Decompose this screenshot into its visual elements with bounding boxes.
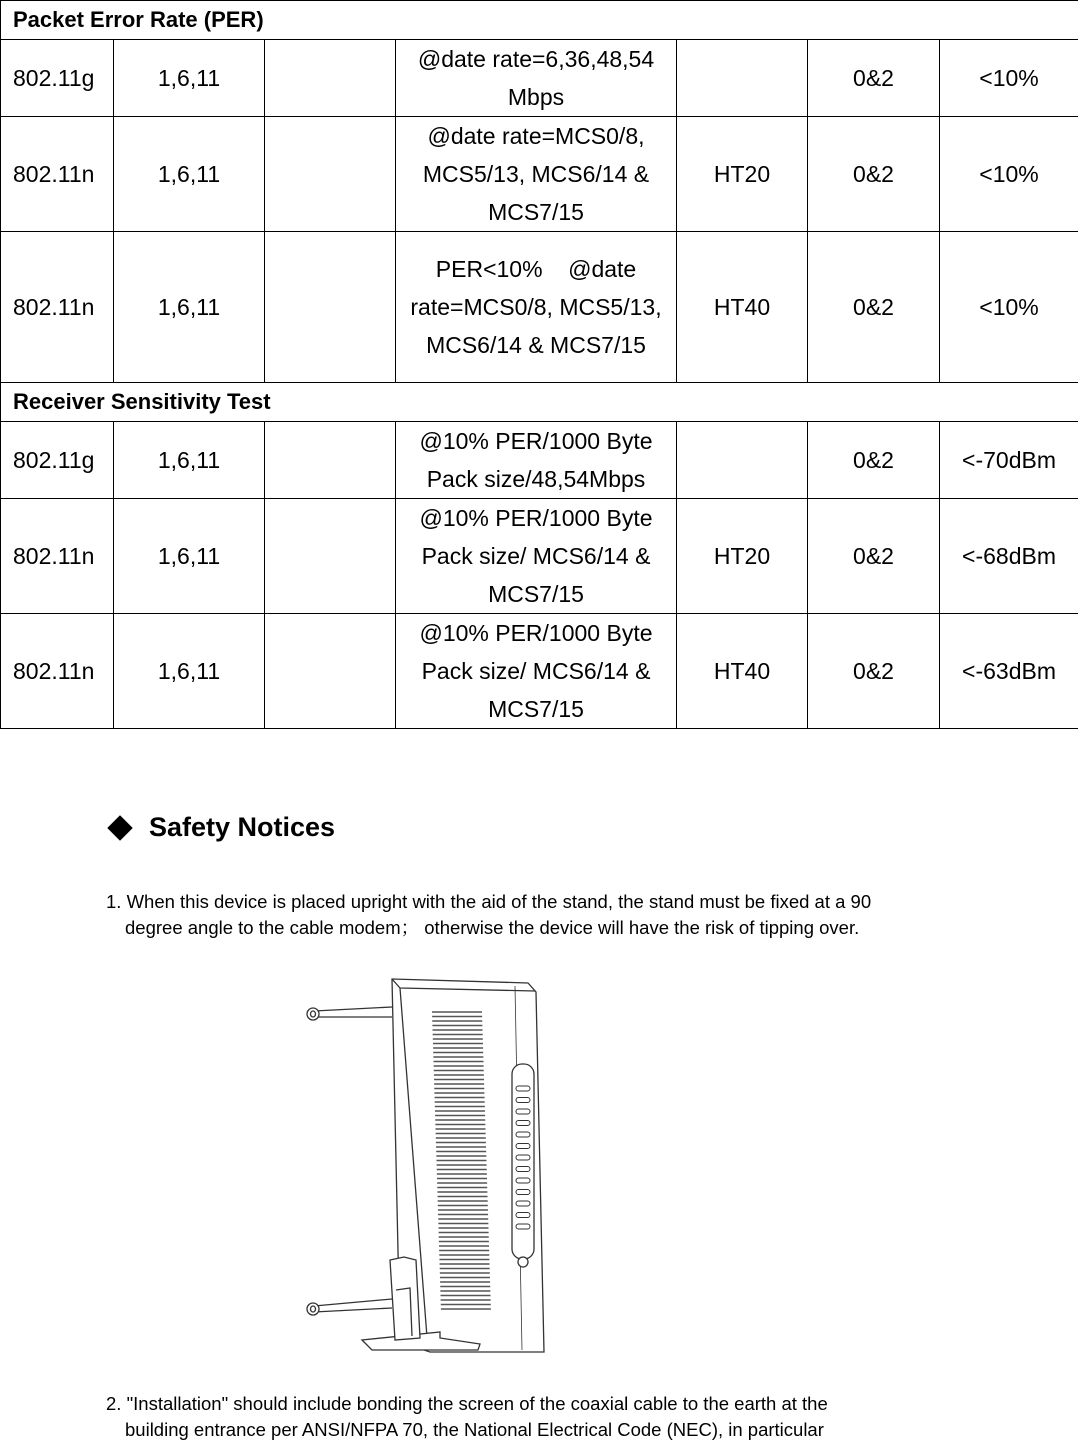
blank-cell [265, 232, 396, 383]
antenna-icon [307, 1007, 392, 1315]
section-header-per [1, 1, 1078, 40]
section-header-sensitivity [1, 383, 1078, 422]
bandwidth-cell: HT20 [677, 117, 808, 232]
diamond-bullet-icon [107, 815, 132, 840]
limit-cell: <10% [940, 232, 1078, 383]
note-1-line-1: 1. When this device is placed upright with the aid of the stand, the stand must be fixed at a 90 [106, 891, 871, 912]
std-cell: 802.11n [1, 117, 114, 232]
blank-cell [265, 422, 396, 499]
limit-cell: <-70dBm [940, 422, 1078, 499]
channel-cell: 1,6,11 [114, 232, 265, 383]
antenna-cell: 0&2 [808, 499, 940, 614]
rate-cell: @10% PER/1000 Byte Pack size/ MCS6/14 & MCS7/15 [396, 499, 677, 614]
table-row [1, 422, 1078, 499]
note-2-line-1: 2. "Installation" should include bonding the screen of the coaxial cable to the earth at the [106, 1393, 828, 1414]
rate-cell: @10% PER/1000 Byte Pack size/ MCS6/14 & MCS7/15 [396, 614, 677, 729]
std-cell: 802.11g [1, 422, 114, 499]
std-cell: 802.11n [1, 614, 114, 729]
limit-cell: <10% [940, 40, 1078, 117]
table-row [1, 614, 1078, 729]
table-row [1, 232, 1078, 383]
safety-heading [106, 812, 335, 843]
per-title: Packet Error Rate (PER) [1, 1, 1078, 40]
antenna-cell: 0&2 [808, 40, 940, 117]
antenna-cell: 0&2 [808, 614, 940, 729]
blank-cell [265, 499, 396, 614]
note-2-line-2: building entrance per ANSI/NFPA 70, the National Electrical Code (NEC), in particular [106, 1417, 828, 1443]
vent-pattern [432, 1012, 491, 1309]
modem-stand-illustration [300, 972, 550, 1357]
channel-cell: 1,6,11 [114, 422, 265, 499]
bandwidth-cell [677, 422, 808, 499]
safety-title: Safety Notices [149, 812, 335, 843]
rate-cell: PER<10% @date rate=MCS0/8, MCS5/13, MCS6/14 & MCS7/15 [396, 232, 677, 383]
note-1-line-2: degree angle to the cable modem； otherwise the device will have the risk of tipping over. [106, 915, 871, 941]
bandwidth-cell: HT40 [677, 232, 808, 383]
limit-cell: <-68dBm [940, 499, 1078, 614]
table-row [1, 499, 1078, 614]
sensitivity-title: Receiver Sensitivity Test [1, 383, 1078, 422]
rate-cell: @date rate=6,36,48,54 Mbps [396, 40, 677, 117]
channel-cell: 1,6,11 [114, 40, 265, 117]
table-row [1, 40, 1078, 117]
antenna-cell: 0&2 [808, 422, 940, 499]
antenna-cell: 0&2 [808, 232, 940, 383]
antenna-cell: 0&2 [808, 117, 940, 232]
blank-cell [265, 117, 396, 232]
rate-cell: @date rate=MCS0/8, MCS5/13, MCS6/14 & MCS7/15 [396, 117, 677, 232]
bandwidth-cell: HT20 [677, 499, 808, 614]
channel-cell: 1,6,11 [114, 117, 265, 232]
std-cell: 802.11n [1, 499, 114, 614]
limit-cell: <10% [940, 117, 1078, 232]
blank-cell [265, 40, 396, 117]
channel-cell: 1,6,11 [114, 614, 265, 729]
blank-cell [265, 614, 396, 729]
limit-cell: <-63dBm [940, 614, 1078, 729]
safety-note-2 [106, 1391, 828, 1443]
bandwidth-cell: HT40 [677, 614, 808, 729]
std-cell: 802.11n [1, 232, 114, 383]
bandwidth-cell [677, 40, 808, 117]
safety-note-1 [106, 889, 871, 941]
rate-cell: @10% PER/1000 Byte Pack size/48,54Mbps [396, 422, 677, 499]
channel-cell: 1,6,11 [114, 499, 265, 614]
std-cell: 802.11g [1, 40, 114, 117]
table-row [1, 117, 1078, 232]
